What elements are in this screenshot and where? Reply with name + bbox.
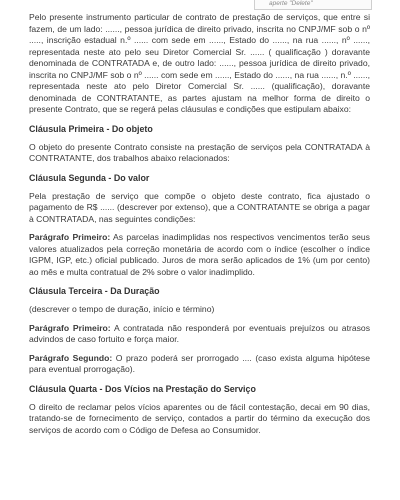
delete-hint-note: aperte "Delete" — [254, 0, 372, 10]
clause-3-heading: Cláusula Terceira - Da Duração — [29, 286, 160, 296]
clause-3-text: (descrever o tempo de duração, início e término) — [29, 304, 215, 314]
intro-paragraph: Pelo presente instrumento particular de contrato de prestação de serviços, que entre si fazem, de um lado: ......, pessoa jurídica de direito privado, inscrita no CNPJ/MF sob o nº ....., inscrição estadual n.º ...... com sede em ......, Estado do ......, na rua ......, nº ......, representada neste ato pelo seu Diretor Comercial Sr. ...... ( qualificação ) doravante denominada de CONTRATADA e, de outro lado: ......, pessoa jurídica de direito privado, inscrita no CNPJ/MF sob o nº ...... com sede em ......, Estado do ......, na rua ......, n.º ......, representada neste ato pelo Diretor Comercial Sr. ...... (qualificação), doravante denominada de CONTRATANTE, as partes ajustam na melhor forma de direito o presente Contrato, que se regerá pelas cláusulas e condições que estipulam abaixo: — [29, 12, 370, 114]
clause-4-text: O direito de reclamar pelos vícios aparentes ou de fácil contestação, decai em 90 dias, tratando-se de fornecimento de serviço, contados a partir do término da execução dos serviços de acordo com o Código de Defesa ao Consumidor. — [29, 401, 370, 435]
paragraph-label: Parágrafo Primeiro: — [29, 322, 111, 333]
clause-1-text: O objeto do presente Contrato consiste na prestação de serviços pela CONTRATADA à CONTRATANTE, dos trabalhos abaixo relacionados: — [29, 141, 370, 163]
clause-2-heading: Cláusula Segunda - Do valor — [29, 172, 150, 183]
paragraph-text: As parcelas inadimplidas nos respectivos vencimentos terão seus valores atualizados pela correção monetária de acordo com o índice (escolher o índice IGPM, IGP, etc.) oficial publicado. Juros de mora serão aplicados de 1% (um por cento) ao mês e multa contratual de 2% sobre o valor inadimplido. — [29, 232, 370, 277]
clause-3-paragraph-1 — [29, 323, 370, 346]
clause-2-text: Pela prestação de serviço que compõe o objeto deste contrato, fica ajustado o pagamento de R$ ...... (descrever por extenso), que a CONTRATANTE se obriga a pagar à CONTRATADA, nas seguintes condições: — [29, 190, 370, 224]
paragraph-text: A contratada não responderá por eventuais prejuízos ou atrasos advindos de caso fortuito e força maior. — [29, 322, 370, 344]
clause-1-heading: Cláusula Primeira - Do objeto — [29, 123, 153, 134]
contract-body — [29, 12, 370, 436]
clause-3-paragraph-2 — [29, 353, 370, 376]
clause-4-heading: Cláusula Quarta - Dos Vícios na Prestação do Serviço — [29, 383, 256, 394]
paragraph-label: Parágrafo Segundo: — [29, 352, 113, 363]
paragraph-label: Parágrafo Primeiro: — [29, 232, 111, 242]
paragraph-text: O prazo poderá ser prorrogado .... (caso exista alguma hipótese para eventual prorrogação). — [29, 352, 370, 374]
clause-2-paragraph-1 — [29, 232, 370, 278]
